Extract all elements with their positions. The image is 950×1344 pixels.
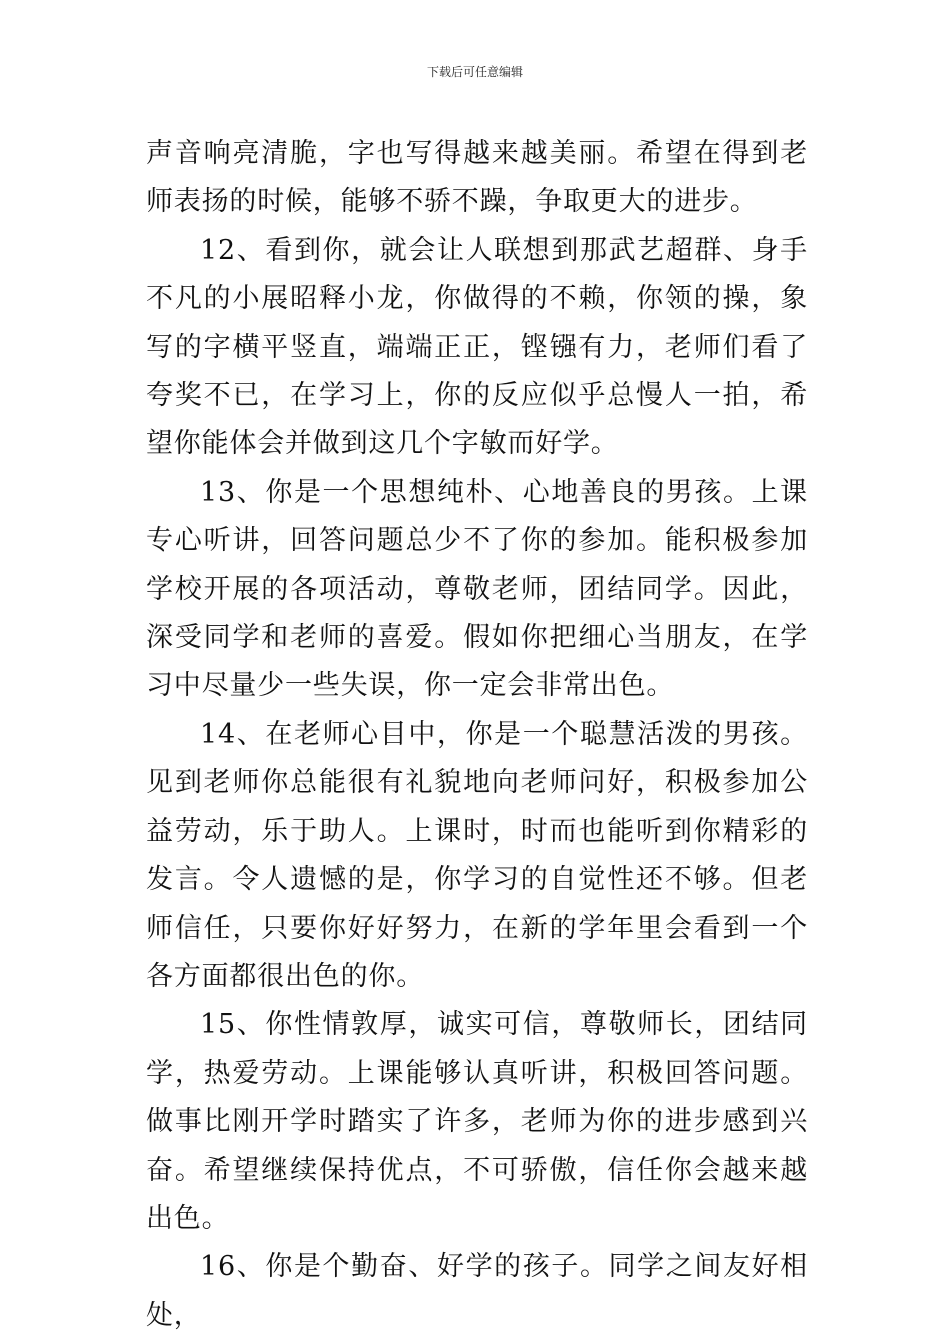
paragraph-15: 15、你性情敦厚，诚实可信，尊敬师长，团结同学，热爱劳动。上课能够认真听讲，积极回答问题。做事比刚开学时踏实了许多，老师为你的进步感到兴奋。希望继续保持优点，不可骄傲，信任你会越来越出色。: [146, 1009, 808, 1234]
paragraph-continuation: 声音响亮清脆，字也写得越来越美丽。希望在得到老师表扬的时候，能够不骄不躁，争取更大的进步。: [146, 138, 808, 218]
page-header: 下载后可任意编辑: [426, 65, 523, 79]
paragraph-16: 16、你是个勤奋、好学的孩子。同学之间友好相处，: [146, 1251, 808, 1331]
paragraph-14: 14、在老师心目中，你是一个聪慧活泼的男孩。见到老师你总能很有礼貌地向老师问好，积极参加公益劳动，乐于助人。上课时，时而也能听到你精彩的发言。令人遗憾的是，你学习的自觉性还不够。但老师信任，只要你好好努力，在新的学年里会看到一个各方面都很出色的你。: [146, 718, 808, 992]
paragraph-13: 13、你是一个思想纯朴、心地善良的男孩。上课专心听讲，回答问题总少不了你的参加。能积极参加学校开展的各项活动，尊敬老师，团结同学。因此，深受同学和老师的喜爱。假如你把细心当朋友，在学习中尽量少一些失误，你一定会非常出色。: [146, 476, 808, 702]
paragraph-12: 12、看到你，就会让人联想到那武艺超群、身手不凡的小展昭释小龙，你做得的不赖，你领的操，象写的字横平竖直，端端正正，铿镪有力，老师们看了夸奖不已，在学习上，你的反应似乎总慢人一拍，希望你能体会并做到这几个字敏而好学。: [146, 234, 808, 460]
document-body: [146, 130, 808, 1340]
